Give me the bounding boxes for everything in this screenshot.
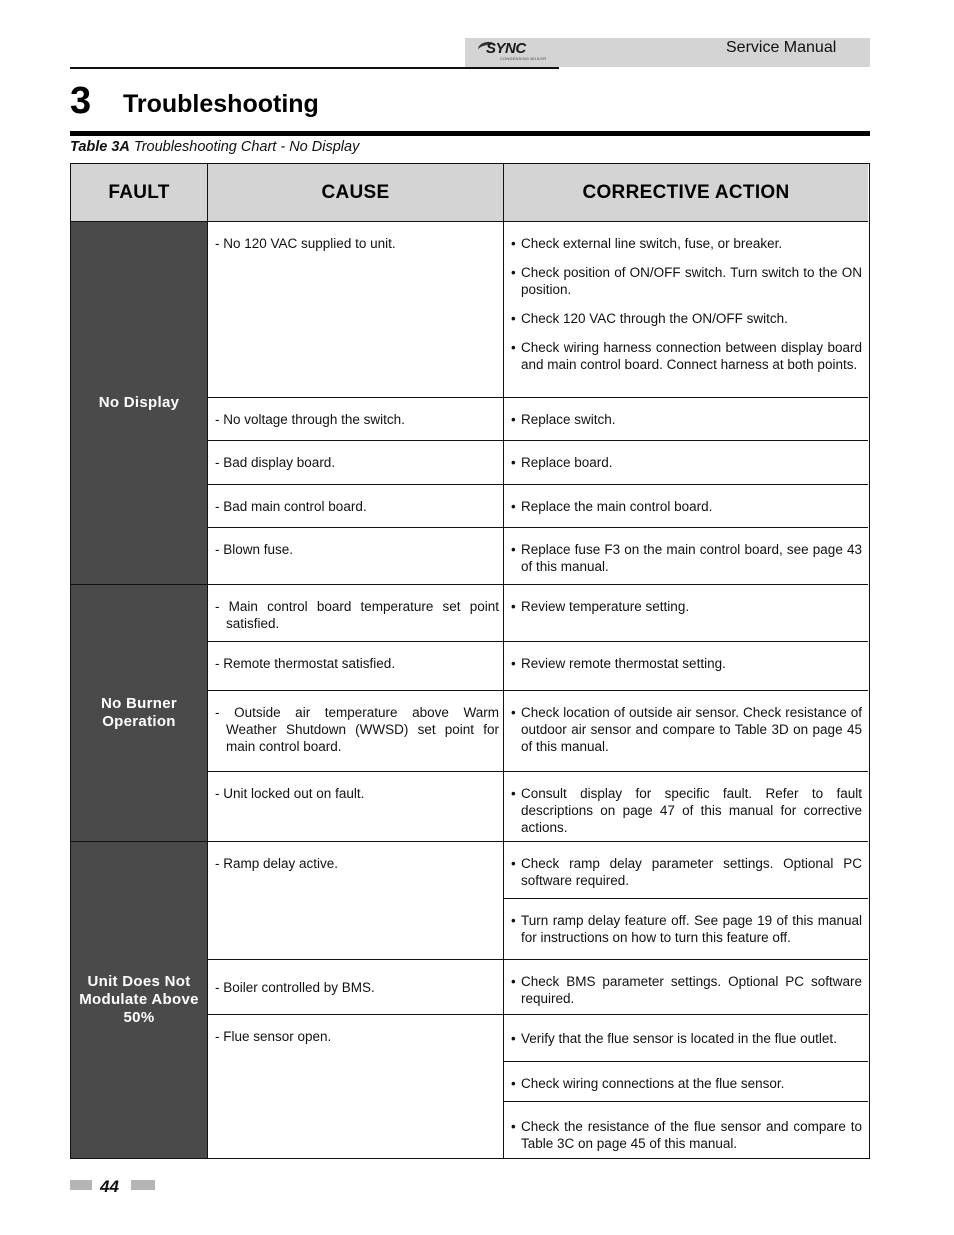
action-text: Turn ramp delay feature off. See page 19 of this manual for instructions on how to turn this feature off.	[521, 913, 862, 945]
list-item: • Review remote thermostat setting.	[511, 655, 862, 672]
action-text: Replace the main control board.	[521, 499, 713, 514]
cause-text: - Bad display board.	[215, 455, 336, 470]
action-cell	[504, 1102, 868, 1158]
list-item: • Verify that the flue sensor is located in the flue outlet.	[511, 1030, 862, 1047]
cause-text: - Bad main control board.	[215, 499, 367, 514]
doc-title: Service Manual	[726, 39, 837, 56]
action-cell	[504, 528, 868, 585]
chapter-title: Troubleshooting	[123, 90, 319, 118]
fault-no-display	[71, 222, 208, 585]
action-text: Review remote thermostat setting.	[521, 656, 726, 671]
cause-text: - Remote thermostat satisfied.	[215, 656, 396, 671]
action-cell	[504, 1015, 868, 1062]
table-row	[208, 528, 504, 585]
action-cell	[504, 585, 868, 642]
list-item: • Check ramp delay parameter settings. Optional PC software required.	[511, 856, 862, 888]
action-text: Review temperature setting.	[521, 599, 690, 614]
header-corrective-action: CORRECTIVE ACTION	[504, 164, 868, 222]
list-item: • Check position of ON/OFF switch. Turn switch to the ON position.	[511, 265, 862, 297]
action-cell	[504, 842, 868, 899]
action-cell	[504, 642, 868, 691]
action-text: Replace fuse F3 on the main control board, see page 43 of this manual.	[521, 542, 862, 574]
action-text: Check position of ON/OFF switch. Turn switch to the ON position.	[521, 265, 862, 297]
footer-bar-left	[70, 1180, 92, 1190]
list-item: • Replace the main control board.	[511, 498, 862, 515]
action-text: Check BMS parameter settings. Optional PC software required.	[521, 974, 862, 1006]
action-cell	[504, 441, 868, 485]
action-text: Check external line switch, fuse, or breaker.	[521, 236, 783, 251]
cause-text: - Outside air temperature above Warm Weather Shutdown (WWSD) set point for main control board.	[215, 705, 499, 754]
cause-text: - No 120 VAC supplied to unit.	[215, 236, 396, 251]
list-item: • Check BMS parameter settings. Optional PC software required.	[511, 974, 862, 1006]
cause-text: - Main control board temperature set point satisfied.	[215, 599, 499, 631]
action-text: Check location of outside air sensor. Check resistance of outdoor air sensor and compare to Table 3D on page 45 of this manual.	[521, 705, 862, 754]
list-item: • Review temperature setting.	[511, 598, 862, 615]
header-cause: CAUSE	[208, 164, 504, 222]
table-row	[208, 1015, 504, 1158]
cause-text: - No voltage through the switch.	[215, 412, 405, 427]
table-row	[208, 585, 504, 642]
action-cell	[504, 960, 868, 1015]
cause-text: - Ramp delay active.	[215, 856, 339, 871]
list-item: • Replace fuse F3 on the main control board, see page 43 of this manual.	[511, 542, 862, 574]
action-text: Replace board.	[521, 455, 613, 470]
table-row	[208, 772, 504, 842]
header-rule	[70, 67, 559, 69]
table-row	[208, 222, 504, 398]
list-item: • Check external line switch, fuse, or breaker.	[511, 235, 862, 252]
fault-unit-does-not-modulate	[71, 842, 208, 1158]
fault-label: Unit Does Not Modulate Above 50%	[79, 973, 199, 1026]
list-item: • Check wiring connections at the flue sensor.	[511, 1075, 862, 1092]
action-cell	[504, 899, 868, 960]
table-row	[208, 398, 504, 441]
cause-text: - Blown fuse.	[215, 542, 294, 557]
logo-sub: CONDENSING BOILER	[500, 56, 547, 61]
action-cell	[504, 772, 868, 842]
action-cell	[504, 398, 868, 441]
table-caption-text: Troubleshooting Chart - No Display	[129, 139, 360, 155]
cause-text: - Flue sensor open.	[215, 1029, 332, 1044]
table-row	[208, 441, 504, 485]
action-text: Replace switch.	[521, 412, 616, 427]
action-cell	[504, 485, 868, 528]
action-text: Verify that the flue sensor is located in the flue outlet.	[521, 1031, 837, 1046]
table-caption-label: Table 3A	[70, 139, 130, 155]
action-cell	[504, 1062, 868, 1102]
sync-logo-icon	[478, 40, 548, 64]
action-text: Check the resistance of the flue sensor and compare to Table 3C on page 45 of this manual.	[521, 1119, 862, 1151]
chapter-number: 3	[70, 80, 92, 122]
action-text: Check ramp delay parameter settings. Optional PC software required.	[521, 856, 862, 888]
table-row	[208, 642, 504, 691]
action-text: Consult display for specific fault. Refer to fault descriptions on page 47 of this manual for corrective actions.	[521, 786, 862, 835]
fault-label: No Display	[98, 394, 180, 411]
list-item: • Replace board.	[511, 454, 862, 471]
action-cell	[504, 691, 868, 772]
list-item: • Check 120 VAC through the ON/OFF switch.	[511, 310, 862, 327]
troubleshooting-table	[70, 163, 870, 1159]
list-item: • Turn ramp delay feature off. See page 19 of this manual for instructions on how to turn this feature off.	[511, 913, 862, 945]
action-cell	[504, 222, 868, 398]
table-row	[208, 485, 504, 528]
action-text: Check wiring harness connection between display board and main control board. Connect harness at both points.	[521, 340, 862, 372]
action-text: Check wiring connections at the flue sensor.	[521, 1076, 785, 1091]
list-item: • Check location of outside air sensor. Check resistance of outdoor air sensor and compare to Table 3D on page 45 of this manual.	[511, 705, 862, 754]
fault-label: No Burner Operation	[100, 695, 178, 730]
fault-no-burner-operation	[71, 585, 208, 842]
header-fault: FAULT	[71, 164, 208, 222]
chapter-rule	[70, 131, 870, 136]
logo-word: SYNC	[486, 40, 526, 57]
list-item: • Replace switch.	[511, 411, 862, 428]
footer-bar-right	[131, 1180, 155, 1190]
cause-text: - Boiler controlled by BMS.	[215, 980, 375, 995]
action-text: Check 120 VAC through the ON/OFF switch.	[521, 311, 788, 326]
table-row	[208, 691, 504, 772]
table-row	[208, 960, 504, 1015]
table-row	[208, 842, 504, 960]
list-item: • Check wiring harness connection between display board and main control board. Connect harness at both points.	[511, 340, 862, 372]
cause-text: - Unit locked out on fault.	[215, 786, 365, 801]
list-item: • Consult display for specific fault. Refer to fault descriptions on page 47 of this manual for corrective actions.	[511, 786, 862, 835]
page-number: 44	[100, 1177, 119, 1196]
table-caption	[70, 138, 359, 156]
list-item: • Check the resistance of the flue sensor and compare to Table 3C on page 45 of this manual.	[511, 1119, 862, 1151]
